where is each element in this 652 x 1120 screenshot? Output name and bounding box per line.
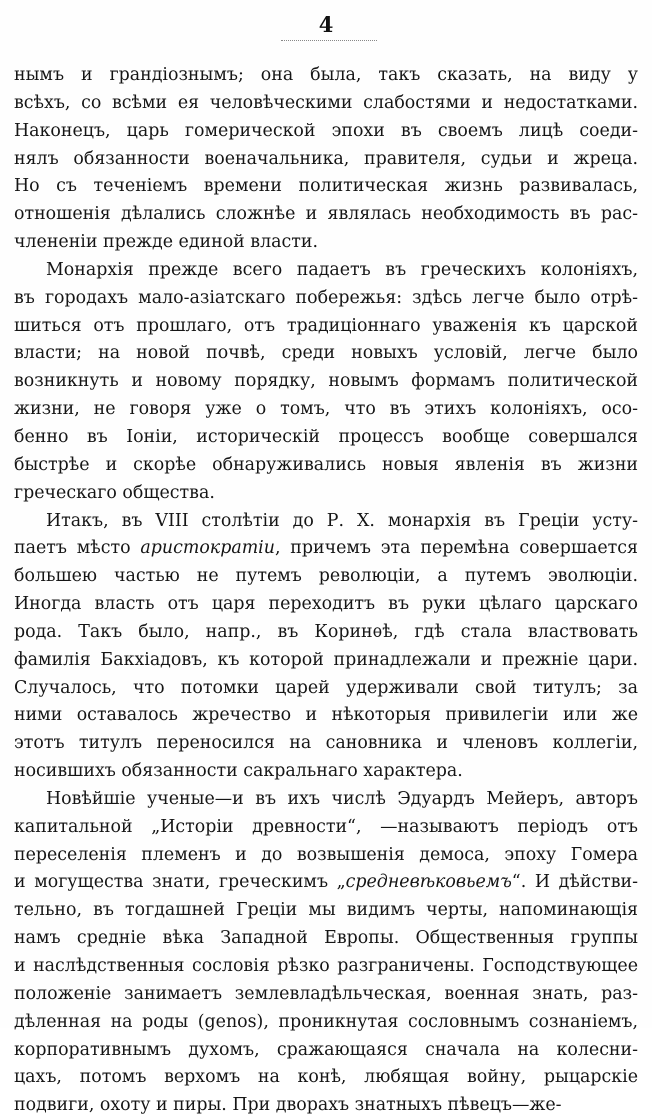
text-segment: цахъ, потомъ верхомъ на конѣ, любящая войну, рыцарскіе: [14, 1067, 638, 1088]
emphasized-text: аристократіи: [140, 538, 275, 559]
paragraph: [14, 786, 638, 1120]
text-segment: отношенія дѣлались сложнѣе и являлась необходимость въ рас-: [14, 204, 638, 225]
text-segment: “. И дѣйстви-: [511, 872, 638, 893]
text-line: [14, 786, 638, 814]
text-line: [14, 146, 638, 174]
text-line: [14, 702, 638, 730]
text-segment: положеніе занимаетъ землевладѣльческая, военная знать, раз-: [14, 983, 638, 1004]
emphasized-text: средневѣковьемъ: [345, 872, 512, 893]
text-segment: и могущества знати, греческимъ „: [14, 872, 346, 893]
text-segment: капитальной „Исторіи древности“, —называютъ періодъ отъ: [14, 816, 638, 837]
text-line: [14, 619, 638, 647]
paragraph: [14, 508, 638, 786]
text-line: [14, 758, 638, 786]
text-segment: нялъ обязанности военачальника, правителя, судьи и жреца.: [14, 148, 638, 169]
text-line: [14, 1009, 638, 1037]
text-line: [14, 480, 638, 508]
text-segment: нымъ и грандіознымъ; она была, такъ сказать, на виду у: [14, 65, 638, 85]
text-segment: власти; на новой почвѣ, среди новыхъ условій, легче было: [14, 343, 638, 364]
text-segment: и наслѣдственныя сословія рѣзко разграничены. Господствующее: [14, 956, 638, 976]
text-segment: Наконецъ, царь гомерической эпохи въ своемъ лицѣ соеди-: [14, 120, 638, 141]
text-line: [14, 563, 638, 591]
text-line: [14, 368, 638, 396]
text-line: [14, 396, 638, 424]
paragraph: [14, 257, 638, 508]
text-segment: быстрѣе и скорѣе обнаруживались новыя явленія въ жизни: [14, 454, 638, 475]
text-segment: этотъ титулъ переносился на сановника и членовъ коллегіи,: [14, 733, 638, 754]
text-line: [14, 1037, 638, 1065]
text-segment: бенно въ Іоніи, историческій процессъ вообще совершался: [14, 426, 638, 447]
page-number: 4: [318, 12, 334, 37]
text-line: [14, 173, 638, 201]
text-line: [14, 814, 638, 842]
text-segment: Но съ теченіемъ времени политическая жизнь развивалась,: [14, 176, 638, 197]
text-body: [14, 62, 638, 1120]
text-segment: Итакъ, въ VIII столѣтіи до Р. Х. монархія въ Греціи усту-: [46, 510, 638, 531]
text-segment: дѣленная на роды (genos), проникнутая сословнымъ сознаніемъ,: [14, 1011, 638, 1032]
text-segment: паетъ мѣсто: [14, 538, 141, 559]
text-line: [14, 1092, 638, 1120]
text-line: [14, 229, 638, 257]
text-line: [14, 730, 638, 758]
text-line: [14, 508, 638, 536]
text-segment: Монархія прежде всего падаетъ въ греческихъ колоніяхъ,: [46, 259, 638, 280]
page-number-rule: [281, 40, 377, 41]
text-segment: рода. Такъ было, напр., въ Коринѳѣ, гдѣ стала властвовать: [14, 621, 638, 642]
text-line: [14, 285, 638, 313]
text-segment: , причемъ эта перемѣна совершается: [274, 538, 638, 559]
text-segment: корпоративнымъ духомъ, сражающаяся сначала на колесни-: [14, 1039, 638, 1060]
text-segment: возникнуть и новому порядку, новымъ формамъ политической: [14, 371, 638, 392]
text-line: [14, 953, 638, 981]
text-line: [14, 869, 638, 897]
paragraph: [14, 62, 638, 257]
text-segment: Новѣйшіе ученые—и въ ихъ числѣ Эдуардъ Мейеръ, авторъ: [46, 788, 638, 809]
text-line: [14, 62, 638, 90]
text-segment: греческаго общества.: [14, 482, 215, 503]
text-line: [14, 842, 638, 870]
text-line: [14, 897, 638, 925]
text-segment: Случалось, что потомки царей удерживали свой титулъ; за: [14, 677, 638, 698]
text-line: [14, 340, 638, 368]
text-line: [14, 981, 638, 1009]
text-segment: намъ средніе вѣка Западной Европы. Общественныя группы: [14, 928, 638, 949]
text-segment: члененіи прежде единой власти.: [14, 232, 318, 253]
text-line: [14, 535, 638, 563]
text-line: [14, 313, 638, 341]
text-segment: тельно, въ тогдашней Греціи мы видимъ черты, напоминающія: [14, 900, 638, 921]
text-line: [14, 452, 638, 480]
text-segment: подвиги, охоту и пиры. При дворахъ знатныхъ пѣвецъ—же-: [14, 1095, 562, 1116]
text-line: [14, 591, 638, 619]
text-line: [14, 925, 638, 953]
text-line: [14, 201, 638, 229]
text-segment: всѣхъ, со всѣми ея человѣческими слабостями и недостатками.: [14, 92, 638, 113]
text-line: [14, 424, 638, 452]
text-segment: носившихъ обязанности сакральнаго характера.: [14, 761, 463, 782]
text-line: [14, 1064, 638, 1092]
text-segment: Иногда власть отъ царя переходитъ въ руки цѣлаго царскаго: [14, 594, 638, 615]
text-segment: жизни, не говоря уже о томъ, что въ этихъ колоніяхъ, осо-: [14, 399, 638, 420]
text-line: [14, 675, 638, 703]
text-line: [14, 257, 638, 285]
text-segment: шиться отъ прошлаго, отъ традиціоннаго уваженія къ царской: [14, 315, 638, 336]
text-line: [14, 90, 638, 118]
text-segment: переселенія племенъ и до возвышенія демоса, эпоху Гомера: [14, 844, 638, 865]
text-segment: въ городахъ мало-азіатскаго побережья: здѣсь легче было отрѣ-: [14, 287, 638, 308]
text-line: [14, 118, 638, 146]
text-segment: большею частью не путемъ революціи, а путемъ эволюціи.: [14, 566, 638, 587]
text-segment: ними оставалось жречество и нѣкоторыя привилегіи или же: [14, 705, 638, 726]
text-segment: фамилія Бакхіадовъ, къ которой принадлежали и прежніе цари.: [14, 649, 638, 670]
text-line: [14, 647, 638, 675]
